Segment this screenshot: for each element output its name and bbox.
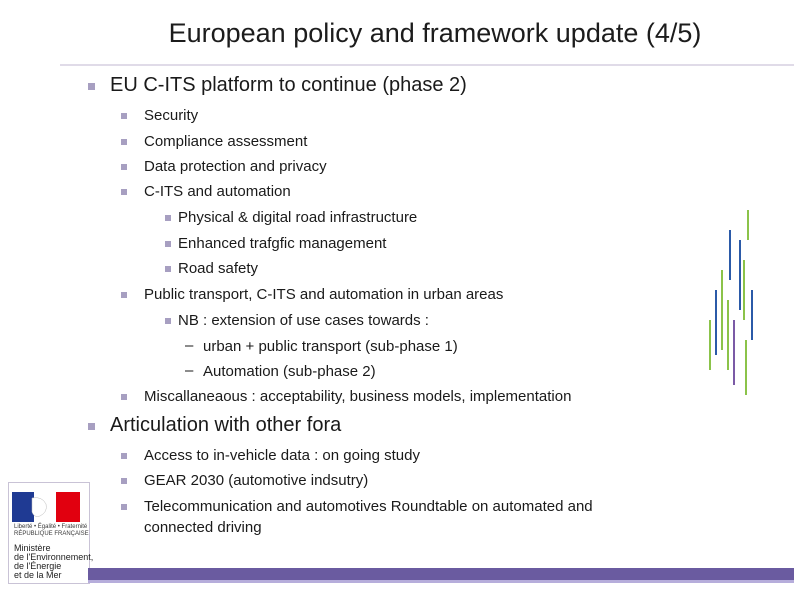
automation-sub-infrastructure: Physical & digital road infrastructure bbox=[178, 209, 418, 226]
section2-item-gear: GEAR 2030 (automotive indsutry) bbox=[144, 472, 369, 489]
bullet bbox=[88, 423, 95, 430]
section1-item-security: Security bbox=[144, 107, 199, 124]
logo-motto: Liberté • Égalité • Fraternité bbox=[14, 524, 88, 530]
bullet bbox=[121, 164, 127, 170]
section1-item-misc: Miscallaneaous : acceptability, business models, implementation bbox=[144, 388, 572, 405]
bullet bbox=[121, 139, 127, 145]
bullet bbox=[121, 504, 127, 510]
bullet bbox=[121, 453, 127, 459]
bullet bbox=[121, 394, 127, 400]
marianne-flag-icon bbox=[12, 492, 80, 522]
section1-item-compliance: Compliance assessment bbox=[144, 133, 308, 150]
bullet bbox=[165, 241, 171, 247]
section1-item-automation: C-ITS and automation bbox=[144, 183, 291, 200]
bullet bbox=[121, 189, 127, 195]
section1-heading: EU C-ITS platform to continue (phase 2) bbox=[110, 74, 467, 96]
bullet bbox=[121, 292, 127, 298]
nb-sub-urban: urban + public transport (sub-phase 1) bbox=[203, 338, 458, 355]
logo-ministry-line: Ministère bbox=[14, 543, 51, 553]
logo-ministry-line: et de la Mer bbox=[14, 570, 62, 580]
automation-sub-road-safety: Road safety bbox=[178, 260, 259, 277]
dash-marker: – bbox=[185, 362, 194, 379]
bullet bbox=[165, 215, 171, 221]
section1-item-public-transport: Public transport, C-ITS and automation in urban areas bbox=[144, 286, 504, 303]
nb-sub-automation: Automation (sub-phase 2) bbox=[203, 363, 376, 380]
bullet bbox=[121, 113, 127, 119]
dash-marker: – bbox=[185, 337, 194, 354]
section2-heading: Articulation with other fora bbox=[110, 414, 342, 436]
slide-title: European policy and framework update (4/5) bbox=[168, 18, 702, 48]
logo-ministry-line: de l'Environnement, bbox=[14, 552, 94, 562]
logo-country: RÉPUBLIQUE FRANÇAISE bbox=[14, 531, 89, 537]
section2-item-roundtable: Telecommunication and automotives Roundtable on automated and bbox=[144, 498, 593, 515]
section2-item-roundtable-cont: connected driving bbox=[144, 519, 262, 536]
bullet bbox=[165, 266, 171, 272]
title-divider bbox=[60, 64, 794, 66]
automation-sub-traffic: Enhanced trafgfic management bbox=[178, 235, 387, 252]
bullet bbox=[165, 318, 171, 324]
footer-band bbox=[88, 568, 794, 580]
bullet bbox=[121, 478, 127, 484]
logo-ministry-line: de l'Énergie bbox=[14, 561, 62, 571]
footer-band-light bbox=[88, 580, 794, 583]
nb-note: NB : extension of use cases towards : bbox=[178, 312, 429, 329]
section1-item-data-protection: Data protection and privacy bbox=[144, 158, 327, 175]
bullet bbox=[88, 83, 95, 90]
section2-item-vehicle-data: Access to in-vehicle data : on going study bbox=[144, 447, 420, 464]
